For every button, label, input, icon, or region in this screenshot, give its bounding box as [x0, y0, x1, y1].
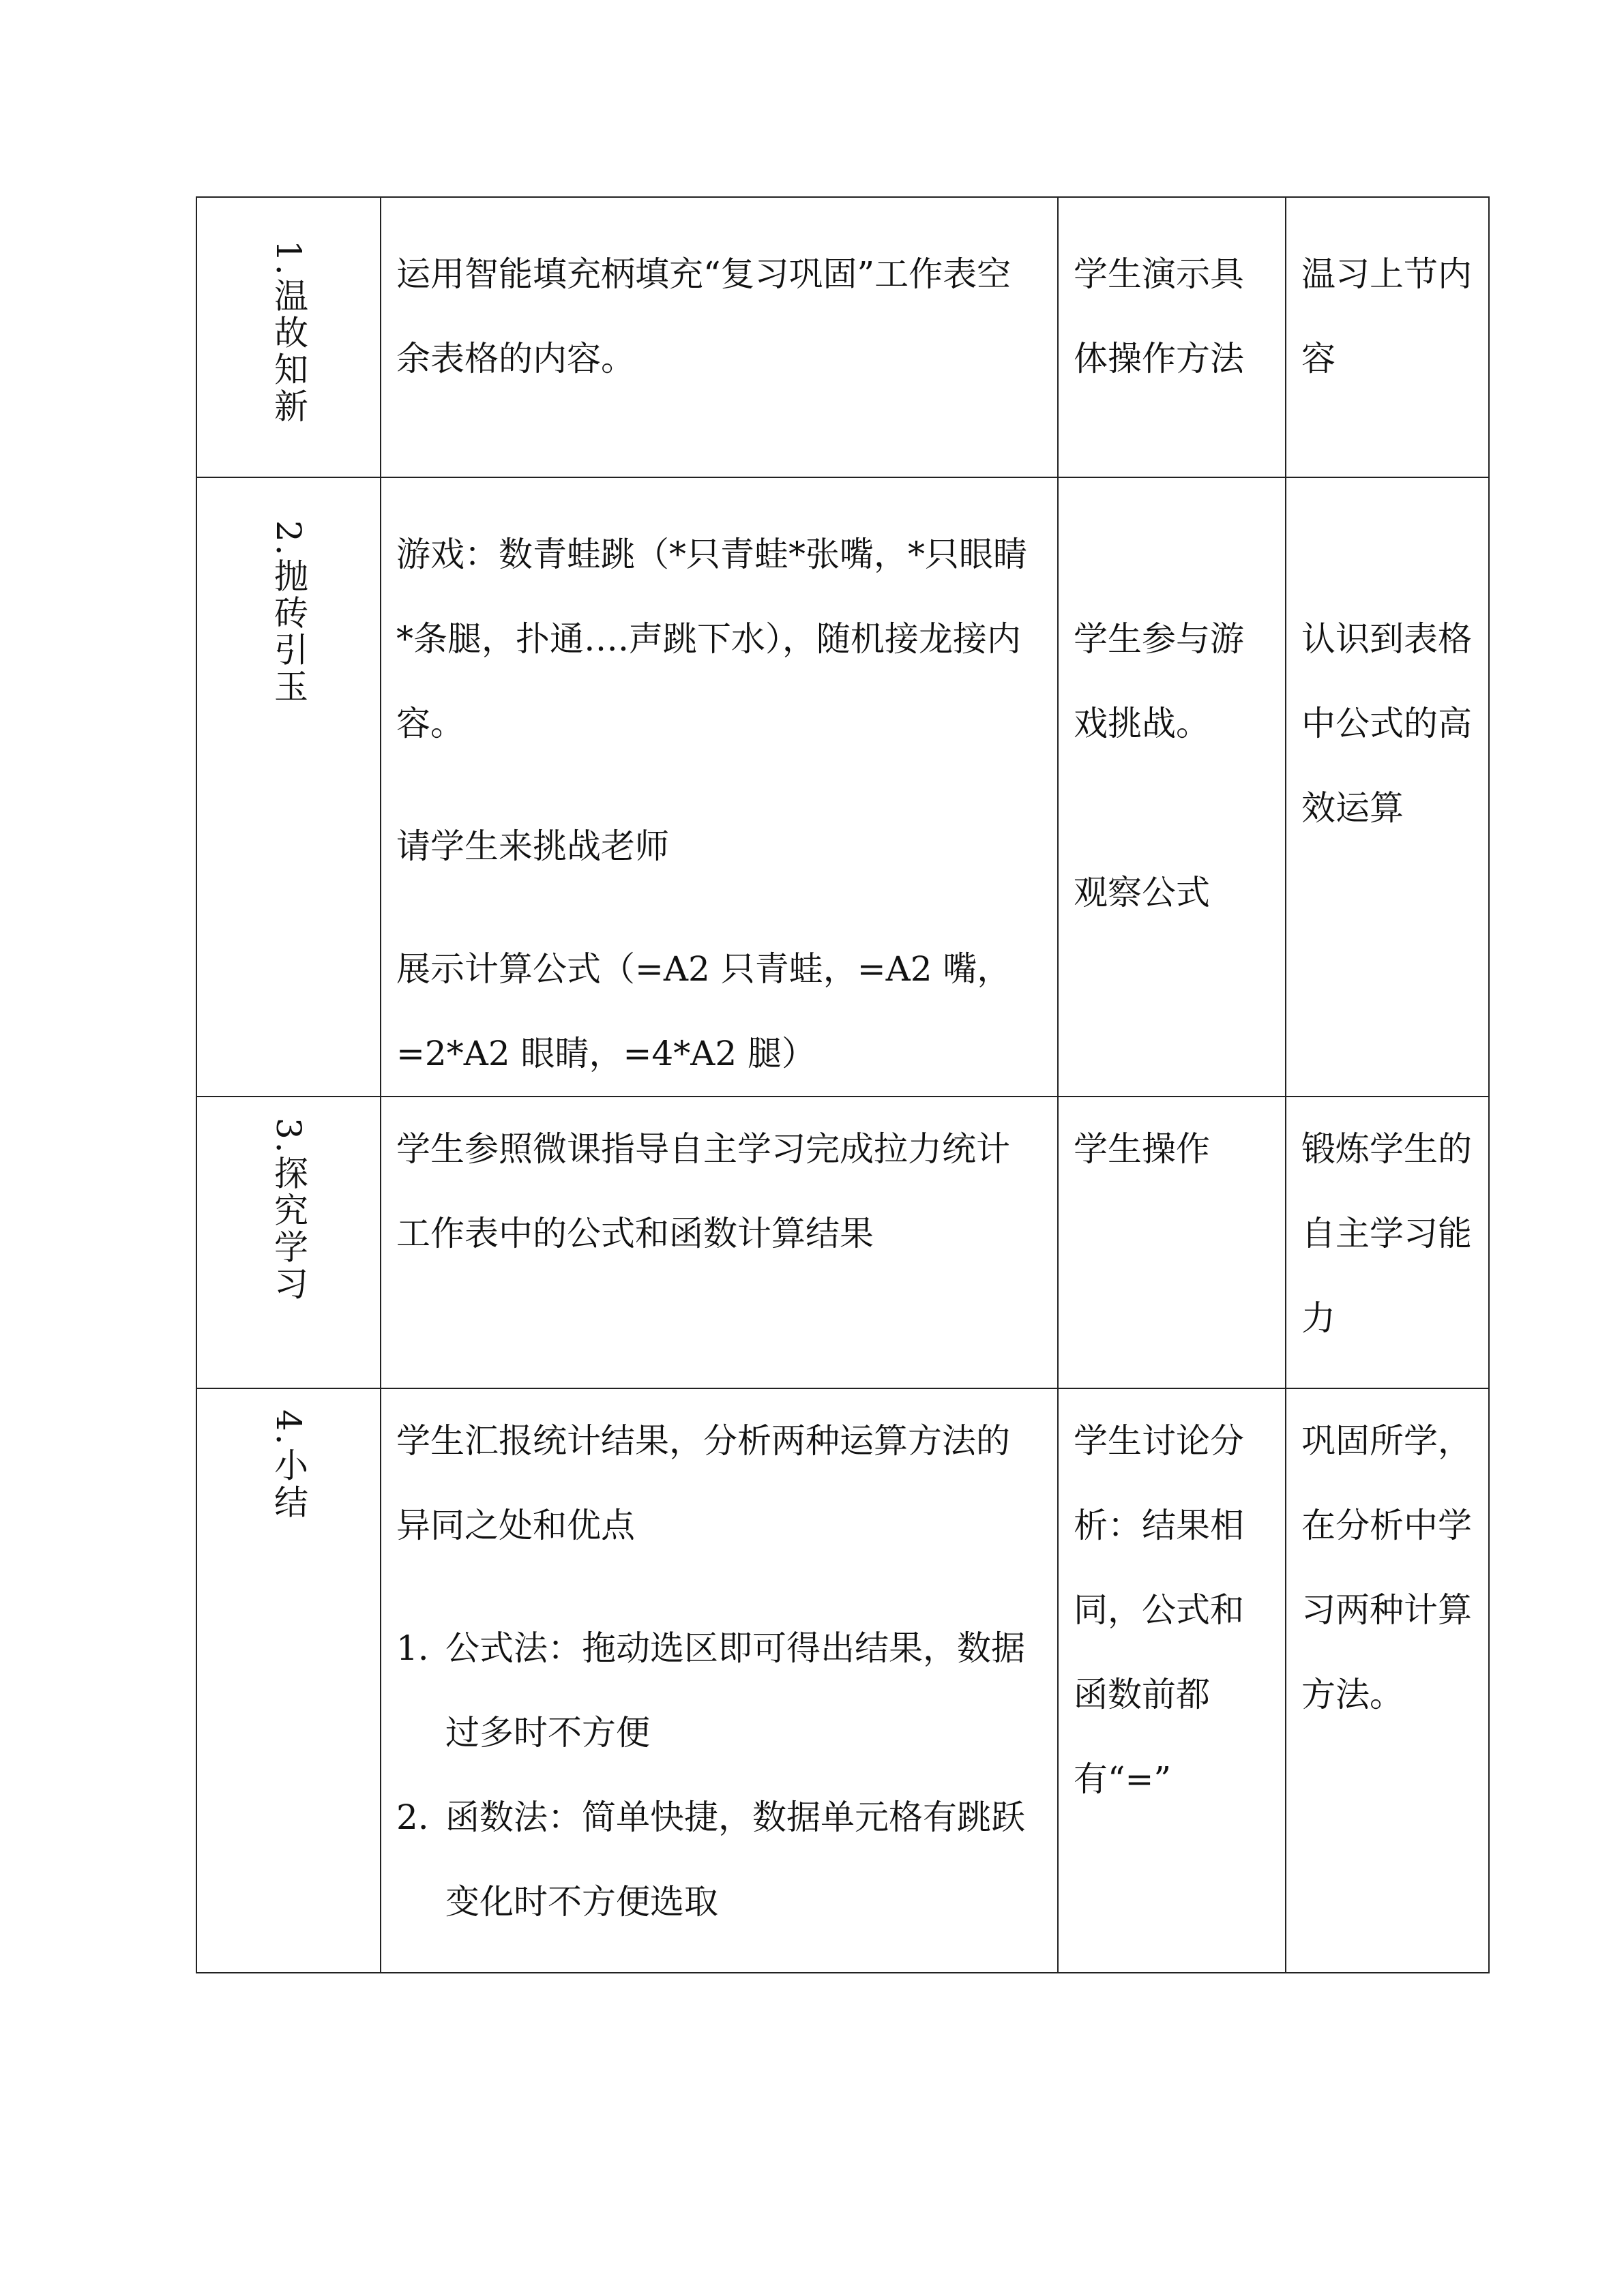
stage-number: 1. [269, 240, 308, 278]
stage-label [268, 198, 309, 426]
stage-title: 温故知新 [269, 278, 308, 426]
student-activity-text: 观察公式 [1074, 873, 1210, 912]
stage-cell [196, 1388, 381, 1973]
list-item-text: 公式法：拖动选区即可得出结果，数据过多时不方便 [445, 1628, 1025, 1753]
stage-label [268, 1097, 309, 1303]
stage-cell [196, 197, 381, 477]
student-activity-text: 学生参与游戏挑战。 [1074, 619, 1244, 743]
stage-cell [196, 477, 381, 1097]
content-text: 游戏：数青蛙跳（*只青蛙*张嘴，*只眼睛*条腿，扑通….声跳下水），随机接龙接内容。 [396, 535, 1027, 743]
stage-title: 探究学习 [269, 1155, 308, 1303]
purpose-text: 温习上节内容 [1301, 254, 1472, 378]
stage-number: 2. [269, 520, 308, 558]
purpose-cell [1286, 1097, 1489, 1388]
list-item [396, 1606, 1042, 1775]
purpose-text: 认识到表格中公式的高效运算 [1301, 619, 1472, 828]
stage-label [268, 1389, 309, 1521]
content-text: 学生参照微课指导自主学习完成拉力统计工作表中的公式和函数计算结果 [396, 1129, 1010, 1253]
list-item-number: 2. [396, 1798, 429, 1837]
student-activity-text: 学生讨论分析：结果相同，公式和函数前都有“=” [1074, 1421, 1244, 1799]
purpose-text: 锻炼学生的自主学习能力 [1301, 1129, 1472, 1338]
content-text: 展示计算公式（=A2 只青蛙，=A2 嘴，=2*A2 眼睛，=4*A2 腿） [396, 949, 1012, 1073]
content-text: 请学生来挑战老师 [396, 826, 669, 866]
student-activity-cell [1058, 1097, 1286, 1388]
stage-number: 4. [269, 1410, 308, 1448]
table-row [196, 477, 1489, 1097]
student-activity-text: 学生操作 [1074, 1129, 1210, 1169]
stage-number: 3. [269, 1118, 308, 1156]
table-row [196, 1388, 1489, 1973]
content-cell [381, 1097, 1058, 1388]
content-cell [381, 477, 1058, 1097]
student-activity-cell [1058, 197, 1286, 477]
content-cell [381, 197, 1058, 477]
method-list [396, 1606, 1042, 1944]
table-row [196, 1097, 1489, 1388]
student-activity-cell [1058, 1388, 1286, 1973]
content-text: 学生汇报统计结果，分析两种运算方法的异同之处和优点 [396, 1421, 1010, 1545]
purpose-cell [1286, 1388, 1489, 1973]
stage-title: 小结 [269, 1447, 308, 1521]
student-activity-cell [1058, 477, 1286, 1097]
list-item-text: 函数法：简单快捷，数据单元格有跳跃变化时不方便选取 [445, 1798, 1025, 1922]
list-item-number: 1. [396, 1628, 429, 1668]
content-text: 运用智能填充柄填充“复习巩固”工作表空余表格的内容。 [396, 254, 1012, 378]
stage-cell [196, 1097, 381, 1388]
list-item [396, 1775, 1042, 1944]
purpose-cell [1286, 197, 1489, 477]
content-cell [381, 1388, 1058, 1973]
stage-title: 抛砖引玉 [269, 558, 308, 706]
stage-label [268, 478, 309, 706]
purpose-cell [1286, 477, 1489, 1097]
purpose-text: 巩固所学，在分析中学习两种计算方法。 [1301, 1421, 1472, 1714]
student-activity-text: 学生演示具体操作方法 [1074, 254, 1244, 378]
lesson-plan-table [196, 196, 1490, 1973]
table-row [196, 197, 1489, 477]
